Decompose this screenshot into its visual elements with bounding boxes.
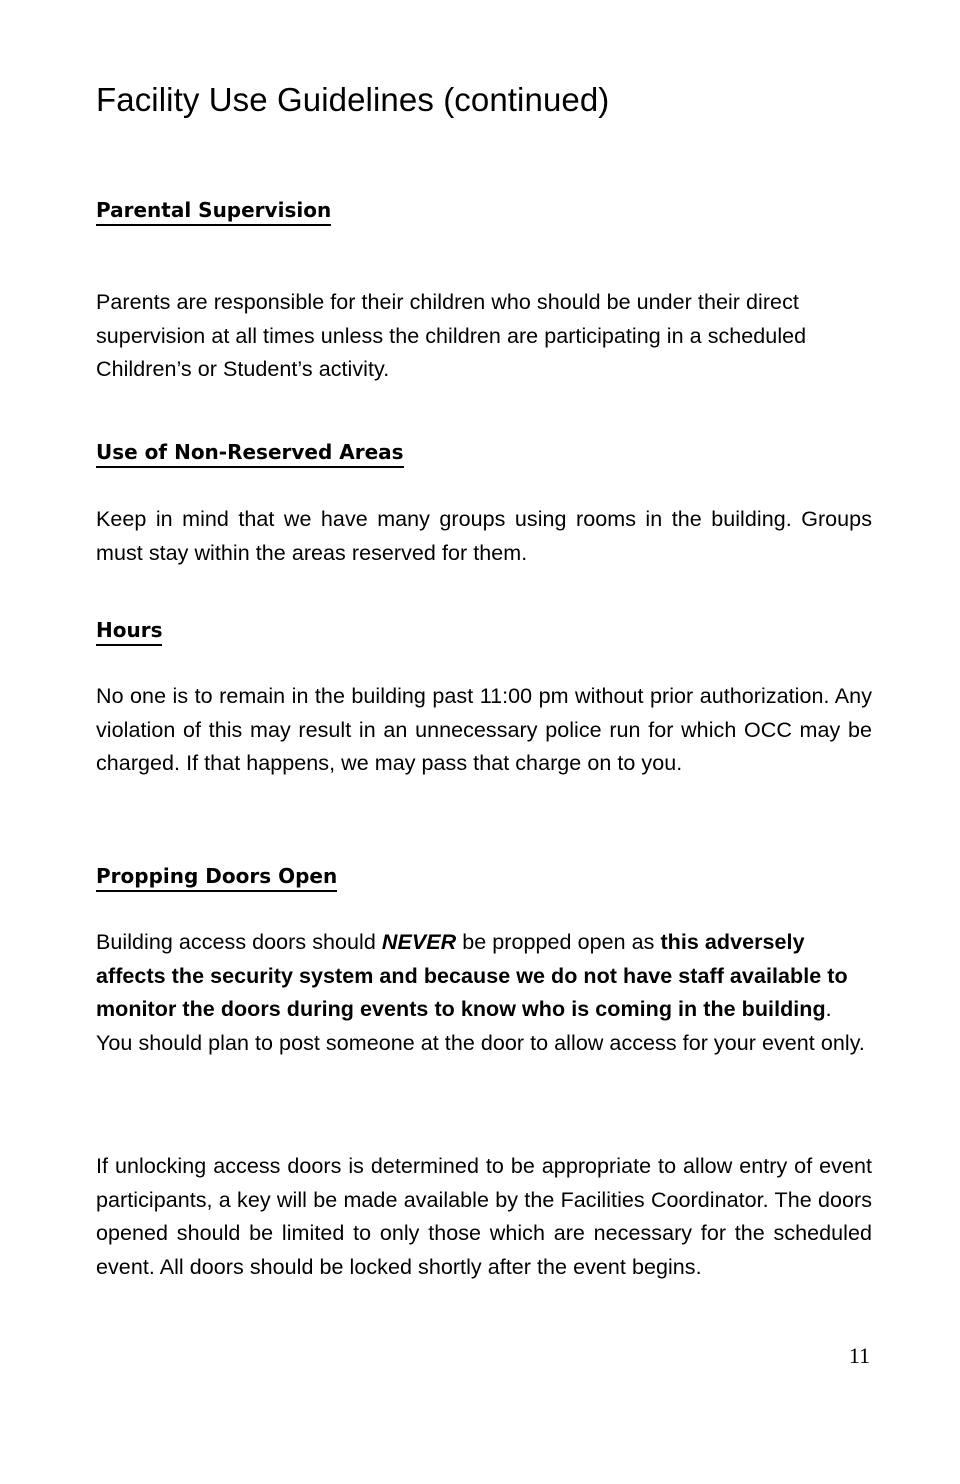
section-heading-propping-doors-open [96, 864, 872, 892]
section-heading-parental-supervision [96, 198, 872, 226]
paragraph-unlocking-access-doors: If unlocking access doors is determined to be appropriate to allow entry of event participants, a key will be made available by the Facilities Coordinator. The doors opened should be limited to only those which are necessary for the scheduled event. All doors should be locked shortly after the event begins. [96, 1154, 872, 1279]
section-heading-label: Hours [96, 618, 162, 646]
paragraph-non-reserved-areas: Keep in mind that we have many groups using rooms in the building. Groups must stay within the areas reserved for them. [96, 507, 872, 565]
paragraph-propping-doors-open [96, 926, 868, 1060]
section-heading-label: Use of Non-Reserved Areas [96, 440, 404, 468]
section-body-use-of-non-reserved-areas [96, 503, 872, 570]
propping-text-lead: Building access doors should [96, 930, 382, 954]
paragraph-hours: No one is to remain in the building past 11:00 pm without prior authorization. Any violation of this may result in an unnecessary police run for which OCC may be charged. If that happens, we may pass that charge on to you. [96, 684, 872, 775]
section-heading-use-of-non-reserved-areas [96, 440, 872, 468]
section-heading-label: Parental Supervision [96, 198, 331, 226]
paragraph-parental-supervision: Parents are responsible for their children who should be under their direct supervision at all times unless the children are participating in a scheduled Children’s or Student’s activity. [96, 290, 807, 381]
section-heading-label: Propping Doors Open [96, 864, 337, 892]
page-title: Facility Use Guidelines (continued) [96, 81, 610, 118]
section-heading-hours [96, 618, 872, 646]
page-number: 11 [848, 1343, 870, 1368]
section-body-unlocking-access-doors [96, 1150, 872, 1284]
propping-text-tail: . You should plan to post someone at the door to allow access for your event only. [96, 997, 865, 1055]
section-body-hours [96, 680, 872, 781]
section-body-propping-doors-open [96, 926, 868, 1060]
page-title-block [96, 80, 872, 120]
propping-text-middle: be propped open as [456, 930, 661, 954]
propping-bold-warning: this adversely affects the security system and because we do not have staff available to monitor the doors during events to know who is coming in the building [96, 930, 848, 1021]
propping-emphasis-never: NEVER [381, 930, 457, 954]
section-body-parental-supervision [96, 286, 856, 387]
